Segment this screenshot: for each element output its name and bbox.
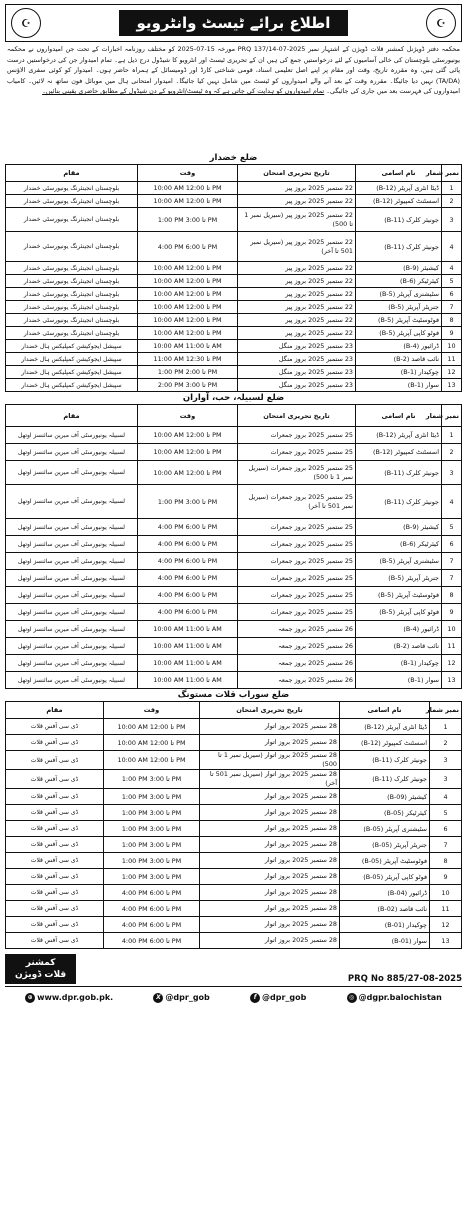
cell-time: 10:00 AM تا 12:00 PM bbox=[138, 314, 238, 327]
cell-venue: ڈی سی آفس قلات bbox=[6, 933, 104, 949]
table-row bbox=[6, 427, 462, 444]
cell-post-name: فوٹوسٹیٹ آپریٹر (B-5) bbox=[356, 587, 442, 604]
cell-time: 11:00 AM تا 12:30 PM bbox=[138, 353, 238, 366]
cell-test-date: 22 ستمبر 2025 بروز پیر (سیریل نمبر 1 تا 500) bbox=[238, 208, 356, 232]
cell-test-date: 26 ستمبر 2025 بروز جمعہ bbox=[238, 655, 356, 672]
cell-test-date: 22 ستمبر 2025 بروز پیر bbox=[238, 301, 356, 314]
cell-time: 10:00 AM تا 12:00 PM bbox=[138, 288, 238, 301]
table-row bbox=[6, 379, 462, 392]
cell-test-date: 22 ستمبر 2025 بروز پیر bbox=[238, 182, 356, 195]
cell-test-date: 23 ستمبر 2025 بروز منگل bbox=[238, 340, 356, 353]
cell-time: 4:00 PM تا 6:00 PM bbox=[104, 901, 200, 917]
table-row bbox=[6, 885, 462, 901]
cell-serial: 7 bbox=[442, 553, 462, 570]
cell-serial: 5 bbox=[430, 805, 462, 821]
signature-division: قلات ڈویژن bbox=[15, 970, 67, 980]
cell-serial: 2 bbox=[430, 735, 462, 751]
section-title-lasbela: ضلع لسبیلہ، حب، آواران bbox=[182, 393, 285, 403]
cell-time: 4:00 PM تا 6:00 PM bbox=[138, 570, 238, 587]
cell-serial: 3 bbox=[442, 208, 462, 232]
table-row bbox=[6, 837, 462, 853]
cell-serial: 3 bbox=[430, 770, 462, 789]
cell-venue: سپیشل ایجوکیشن کمپلیکس ہال خضدار bbox=[6, 366, 138, 379]
cell-post-name: جونیئر کلرک (B-11) bbox=[340, 770, 430, 789]
cell-test-date: 25 ستمبر 2025 بروز جمعرات bbox=[238, 519, 356, 536]
cell-time: 1:00 PM تا 3:00 PM bbox=[104, 805, 200, 821]
prq-number: PRQ No 885/27-08-2025 bbox=[347, 974, 462, 984]
cell-post-name: کیئرٹیکر (B-6) bbox=[356, 275, 442, 288]
cell-test-date: 23 ستمبر 2025 بروز منگل bbox=[238, 379, 356, 392]
table-row bbox=[6, 789, 462, 805]
facebook-icon: f bbox=[250, 993, 260, 1003]
cell-post-name: اسسٹنٹ کمپیوٹر (B-12) bbox=[340, 735, 430, 751]
cell-post-name: ڈرائیور (B-4) bbox=[356, 340, 442, 353]
cell-time: 10:00 AM تا 12:00 PM bbox=[138, 461, 238, 485]
cell-post-name: ڈرائیور (B-4) bbox=[356, 621, 442, 638]
signature-block bbox=[5, 954, 76, 984]
col-header-time: وقت bbox=[138, 165, 238, 182]
cell-venue: ڈی سی آفس قلات bbox=[6, 751, 104, 770]
col-header-date: تاریخ تحریری امتحان bbox=[238, 165, 356, 182]
table-row bbox=[6, 353, 462, 366]
cell-post-name: فوٹو کاپی آپریٹر (B-5) bbox=[356, 327, 442, 340]
col-header-venue: مقام bbox=[6, 702, 104, 719]
cell-time: 2:00 PM تا 3:00 PM bbox=[138, 379, 238, 392]
cell-venue: ڈی سی آفس قلات bbox=[6, 901, 104, 917]
cell-test-date: 22 ستمبر 2025 بروز پیر bbox=[238, 275, 356, 288]
cell-serial: 3 bbox=[430, 751, 462, 770]
cell-serial: 1 bbox=[442, 427, 462, 444]
cell-time: 10:00 AM تا 11:00 AM bbox=[138, 621, 238, 638]
cell-time: 1:00 PM تا 3:00 PM bbox=[104, 789, 200, 805]
cell-venue: بلوچستان انجینئرنگ یونیورسٹی خضدار bbox=[6, 232, 138, 262]
cell-post-name: سٹیشنری آپریٹر (B-5) bbox=[356, 553, 442, 570]
cell-post-name: کیشیئر (B-09) bbox=[340, 789, 430, 805]
cell-venue: لسبیلہ یونیورسٹی آف میرین سائنسز اوتھل bbox=[6, 519, 138, 536]
cell-venue: بلوچستان انجینئرنگ یونیورسٹی خضدار bbox=[6, 195, 138, 208]
col-header-no: نمبر شمار bbox=[430, 702, 462, 719]
table-row bbox=[6, 314, 462, 327]
cell-time: 10:00 AM تا 12:00 PM bbox=[138, 444, 238, 461]
cell-serial: 10 bbox=[442, 340, 462, 353]
cell-test-date: 22 ستمبر 2025 بروز پیر (سیریل نمبر 501 تا آخر) bbox=[238, 232, 356, 262]
cell-post-name: نائب قاصد (B-2) bbox=[356, 353, 442, 366]
signature-title: کمشنر bbox=[25, 958, 56, 968]
cell-test-date: 25 ستمبر 2025 بروز جمعرات bbox=[238, 604, 356, 621]
cell-serial: 7 bbox=[430, 837, 462, 853]
cell-test-date: 28 ستمبر 2025 بروز اتوار bbox=[200, 719, 340, 735]
cell-post-name: سٹیشنری آپریٹر (B-5) bbox=[356, 288, 442, 301]
cell-venue: ڈی سی آفس قلات bbox=[6, 735, 104, 751]
cell-time: 4:00 PM تا 6:00 PM bbox=[104, 933, 200, 949]
cell-time: 1:00 PM تا 3:00 PM bbox=[104, 869, 200, 885]
cell-test-date: 28 ستمبر 2025 بروز اتوار bbox=[200, 735, 340, 751]
col-header-date: تاریخ تحریری امتحان bbox=[200, 702, 340, 719]
cell-serial: 2 bbox=[442, 195, 462, 208]
cell-time: 1:00 PM تا 2:00 PM bbox=[138, 366, 238, 379]
cell-venue: ڈی سی آفس قلات bbox=[6, 789, 104, 805]
cell-serial: 1 bbox=[430, 719, 462, 735]
cell-test-date: 25 ستمبر 2025 بروز جمعرات (سیریل نمبر 1 تا 500) bbox=[238, 461, 356, 485]
cell-venue: ڈی سی آفس قلات bbox=[6, 869, 104, 885]
cell-test-date: 28 ستمبر 2025 بروز اتوار bbox=[200, 789, 340, 805]
table-row bbox=[6, 327, 462, 340]
cell-serial: 10 bbox=[442, 621, 462, 638]
table-row bbox=[6, 672, 462, 689]
cell-venue: لسبیلہ یونیورسٹی آف میرین سائنسز اوتھل bbox=[6, 638, 138, 655]
cell-post-name: کیشیئر (B-9) bbox=[356, 519, 442, 536]
social-links bbox=[5, 986, 462, 1008]
cell-test-date: 23 ستمبر 2025 بروز منگل bbox=[238, 353, 356, 366]
globe-icon: ⊕ bbox=[25, 993, 35, 1003]
table-row bbox=[6, 366, 462, 379]
table-row bbox=[6, 262, 462, 275]
table-row bbox=[6, 587, 462, 604]
cell-serial: 8 bbox=[430, 853, 462, 869]
cell-serial: 6 bbox=[442, 536, 462, 553]
cell-test-date: 22 ستمبر 2025 بروز پیر bbox=[238, 314, 356, 327]
cell-serial: 2 bbox=[442, 444, 462, 461]
table-row bbox=[6, 340, 462, 353]
cell-venue: لسبیلہ یونیورسٹی آف میرین سائنسز اوتھل bbox=[6, 570, 138, 587]
table-row bbox=[6, 621, 462, 638]
cell-time: 4:00 PM تا 6:00 PM bbox=[104, 885, 200, 901]
col-header-name: نام اسامی bbox=[356, 405, 442, 427]
table-row bbox=[6, 536, 462, 553]
table-row bbox=[6, 821, 462, 837]
table-row bbox=[6, 719, 462, 735]
col-header-name: نام اسامی bbox=[340, 702, 430, 719]
cell-venue: سپیشل ایجوکیشن کمپلیکس ہال خضدار bbox=[6, 340, 138, 353]
cell-test-date: 25 ستمبر 2025 بروز جمعرات bbox=[238, 536, 356, 553]
cell-time: 10:00 AM تا 12:00 PM bbox=[138, 427, 238, 444]
table-row bbox=[6, 638, 462, 655]
cell-post-name: سوار (B-01) bbox=[340, 933, 430, 949]
cell-time: 10:00 AM تا 11:00 AM bbox=[138, 638, 238, 655]
cell-serial: 12 bbox=[430, 917, 462, 933]
cell-venue: لسبیلہ یونیورسٹی آف میرین سائنسز اوتھل bbox=[6, 672, 138, 689]
cell-time: 10:00 AM تا 12:00 PM bbox=[138, 327, 238, 340]
cell-venue: ڈی سی آفس قلات bbox=[6, 805, 104, 821]
table-row bbox=[6, 570, 462, 587]
table-row bbox=[6, 604, 462, 621]
table-row bbox=[6, 208, 462, 232]
cell-post-name: جونیئر کلرک (B-11) bbox=[356, 461, 442, 485]
footer-strip bbox=[5, 952, 462, 984]
cell-venue: لسبیلہ یونیورسٹی آف میرین سائنسز اوتھل bbox=[6, 655, 138, 672]
cell-venue: بلوچستان انجینئرنگ یونیورسٹی خضدار bbox=[6, 327, 138, 340]
cell-time: 10:00 AM تا 12:00 PM bbox=[104, 735, 200, 751]
cell-serial: 9 bbox=[430, 869, 462, 885]
cell-test-date: 25 ستمبر 2025 بروز جمعرات bbox=[238, 570, 356, 587]
cell-time: 1:00 PM تا 3:00 PM bbox=[104, 770, 200, 789]
cell-time: 10:00 AM تا 12:00 PM bbox=[138, 262, 238, 275]
cell-post-name: سوار (B-1) bbox=[356, 379, 442, 392]
table-row bbox=[6, 288, 462, 301]
cell-time: 10:00 AM تا 11:00 AM bbox=[138, 340, 238, 353]
col-header-time: وقت bbox=[138, 405, 238, 427]
cell-test-date: 25 ستمبر 2025 بروز جمعرات bbox=[238, 427, 356, 444]
cell-post-name: فوٹو کاپی آپریٹر (B-05) bbox=[340, 869, 430, 885]
col-header-date: تاریخ تحریری امتحان bbox=[238, 405, 356, 427]
col-header-no: نمبر شمار bbox=[442, 405, 462, 427]
section-title-khuzdar: ضلع خضدار bbox=[209, 153, 258, 163]
cell-serial: 6 bbox=[430, 821, 462, 837]
cell-test-date: 28 ستمبر 2025 بروز اتوار bbox=[200, 869, 340, 885]
cell-time: 10:00 AM تا 11:00 AM bbox=[138, 655, 238, 672]
cell-venue: بلوچستان انجینئرنگ یونیورسٹی خضدار bbox=[6, 301, 138, 314]
cell-time: 10:00 AM تا 12:00 PM bbox=[104, 751, 200, 770]
cell-test-date: 28 ستمبر 2025 بروز اتوار bbox=[200, 885, 340, 901]
intro-paragraph: مقررہ وقت کے بعد آنے والے امیدواروں کو ٹیسٹ میں شامل نہیں کیا جائیگا۔ امیدوار امتحانی ہال میں موبائل فون ساتھ نہ لائیں۔ کامیاب امیدواروں کی فہرست بعد میں جاری کی جائیگی۔ bbox=[7, 76, 460, 96]
cell-serial: 7 bbox=[442, 301, 462, 314]
cell-venue: لسبیلہ یونیورسٹی آف میرین سائنسز اوتھل bbox=[6, 461, 138, 485]
cell-serial: 8 bbox=[442, 587, 462, 604]
cell-post-name: نائب قاصد (B-2) bbox=[356, 638, 442, 655]
cell-time: 1:00 PM تا 3:00 PM bbox=[104, 821, 200, 837]
intro-paragraph: محکمہ دفتر ڈویژنل کمشنر قلات ڈویژن کے اشتہار نمبر PRQ 137/14-07-2025 مورخہ 15-07-2025 کو مختلف روزنامہ اخبارات کے تحت جن امیدواروں نے محکمہ یونیورسٹی بلوچستان کی خالی آسامیوں کے لئے درخواستیں جمع کی ہیں ان کے تحریری ٹیسٹ اور انٹرویو کا شیڈول درج ذیل ہے۔ bbox=[7, 45, 460, 64]
cell-time: 4:00 PM تا 6:00 PM bbox=[138, 553, 238, 570]
col-header-venue: مقام bbox=[6, 165, 138, 182]
cell-test-date: 28 ستمبر 2025 بروز اتوار bbox=[200, 933, 340, 949]
cell-test-date: 22 ستمبر 2025 بروز پیر bbox=[238, 262, 356, 275]
cell-serial: 13 bbox=[442, 379, 462, 392]
cell-venue: ڈی سی آفس قلات bbox=[6, 770, 104, 789]
table-row bbox=[6, 751, 462, 770]
table-row bbox=[6, 275, 462, 288]
cell-post-name: ڈرائیور (B-04) bbox=[340, 885, 430, 901]
table-row bbox=[6, 301, 462, 314]
government-logo-icon: ☪ bbox=[11, 8, 41, 38]
cell-test-date: 26 ستمبر 2025 بروز جمعہ bbox=[238, 621, 356, 638]
schedule-table-khuzdar bbox=[5, 164, 462, 392]
table-row bbox=[6, 933, 462, 949]
ad-header bbox=[5, 4, 462, 42]
cell-test-date: 23 ستمبر 2025 بروز منگل bbox=[238, 366, 356, 379]
cell-venue: ڈی سی آفس قلات bbox=[6, 853, 104, 869]
cell-venue: لسبیلہ یونیورسٹی آف میرین سائنسز اوتھل bbox=[6, 485, 138, 519]
cell-venue: لسبیلہ یونیورسٹی آف میرین سائنسز اوتھل bbox=[6, 536, 138, 553]
cell-time: 10:00 AM تا 12:00 PM bbox=[138, 275, 238, 288]
table-row bbox=[6, 735, 462, 751]
cell-post-name: کیئرٹیکر (B-05) bbox=[340, 805, 430, 821]
table-row bbox=[6, 770, 462, 789]
cell-test-date: 28 ستمبر 2025 بروز اتوار bbox=[200, 805, 340, 821]
table-row bbox=[6, 553, 462, 570]
cell-post-name: کیئرٹیکر (B-6) bbox=[356, 536, 442, 553]
cell-venue: بلوچستان انجینئرنگ یونیورسٹی خضدار bbox=[6, 262, 138, 275]
cell-post-name: نائب قاصد (B-02) bbox=[340, 901, 430, 917]
table-row bbox=[6, 901, 462, 917]
table-row bbox=[6, 869, 462, 885]
cell-post-name: جنریٹر آپریٹر (B-05) bbox=[340, 837, 430, 853]
cell-venue: ڈی سی آفس قلات bbox=[6, 885, 104, 901]
cell-serial: 3 bbox=[442, 461, 462, 485]
cell-venue: لسبیلہ یونیورسٹی آف میرین سائنسز اوتھل bbox=[6, 621, 138, 638]
cell-test-date: 26 ستمبر 2025 بروز جمعہ bbox=[238, 638, 356, 655]
cell-test-date: 25 ستمبر 2025 بروز جمعرات bbox=[238, 587, 356, 604]
table-row bbox=[6, 519, 462, 536]
cell-post-name: ڈیٹا انٹری آپریٹر (B-12) bbox=[356, 427, 442, 444]
cell-serial: 9 bbox=[442, 604, 462, 621]
cell-serial: 5 bbox=[442, 275, 462, 288]
x-twitter-icon: X bbox=[153, 993, 163, 1003]
cell-test-date: 25 ستمبر 2025 بروز جمعرات bbox=[238, 444, 356, 461]
intro-text bbox=[5, 42, 462, 152]
cell-serial: 12 bbox=[442, 655, 462, 672]
cell-post-name: ڈیٹا انٹری آپریٹر (B-12) bbox=[340, 719, 430, 735]
table-row bbox=[6, 232, 462, 262]
cell-post-name: جنریٹر آپریٹر (B-5) bbox=[356, 570, 442, 587]
cell-serial: 4 bbox=[430, 789, 462, 805]
table-row bbox=[6, 444, 462, 461]
cell-post-name: اسسٹنٹ کمپیوٹر (B-12) bbox=[356, 444, 442, 461]
social-link[interactable]: ◎ @dgpr.balochistan bbox=[347, 993, 442, 1003]
cell-serial: 11 bbox=[442, 638, 462, 655]
instagram-icon: ◎ bbox=[347, 993, 357, 1003]
cell-venue: بلوچستان انجینئرنگ یونیورسٹی خضدار bbox=[6, 288, 138, 301]
cell-post-name: فوٹوسٹیٹ آپریٹر (B-05) bbox=[340, 853, 430, 869]
cell-post-name: چوکیدار (B-1) bbox=[356, 366, 442, 379]
cell-venue: لسبیلہ یونیورسٹی آف میرین سائنسز اوتھل bbox=[6, 553, 138, 570]
cell-post-name: جونیئر کلرک (B-11) bbox=[356, 485, 442, 519]
col-header-no: نمبر شمار bbox=[442, 165, 462, 182]
cell-post-name: چوکیدار (B-1) bbox=[356, 655, 442, 672]
social-link[interactable]: ⊕ www.dpr.gob.pk. bbox=[25, 993, 113, 1003]
intro-paragraph: تمام امیدوار جن کی درخواستیں درست پائی گئی ہیں، وہ مقررہ تاریخ، وقت اور مقام پر اپنے اصل تعلیمی اسناد، قومی شناختی کارڈ اور ڈومیسائل کے ہمراہ حاضر ہوں۔ امیدوار کو کوئی سفری الاؤنس (TA/DA) نہیں دیا جائیگا۔ bbox=[7, 55, 460, 85]
cell-venue: بلوچستان انجینئرنگ یونیورسٹی خضدار bbox=[6, 275, 138, 288]
table-row bbox=[6, 805, 462, 821]
table-row bbox=[6, 853, 462, 869]
col-header-time: وقت bbox=[104, 702, 200, 719]
intro-paragraph: تمام امیدواروں کو ہدایت کی جاتی ہے کہ وہ ٹیسٹ/انٹرویو کے دن شیڈول کے مطابق حاضری یقینی بنائیں۔ bbox=[42, 87, 325, 96]
col-header-name: نام اسامی bbox=[356, 165, 442, 182]
cell-venue: بلوچستان انجینئرنگ یونیورسٹی خضدار bbox=[6, 208, 138, 232]
table-row bbox=[6, 485, 462, 519]
cell-test-date: 22 ستمبر 2025 بروز پیر bbox=[238, 195, 356, 208]
cell-time: 10:00 AM تا 12:00 PM bbox=[138, 182, 238, 195]
cell-time: 1:00 PM تا 3:00 PM bbox=[104, 853, 200, 869]
cell-serial: 1 bbox=[442, 182, 462, 195]
cell-test-date: 28 ستمبر 2025 بروز اتوار bbox=[200, 837, 340, 853]
cell-time: 4:00 PM تا 6:00 PM bbox=[138, 536, 238, 553]
cell-time: 10:00 AM تا 11:00 AM bbox=[138, 672, 238, 689]
cell-venue: سپیشل ایجوکیشن کمپلیکس ہال خضدار bbox=[6, 353, 138, 366]
cell-venue: ڈی سی آفس قلات bbox=[6, 821, 104, 837]
cell-venue: سپیشل ایجوکیشن کمپلیکس ہال خضدار bbox=[6, 379, 138, 392]
cell-time: 1:00 PM تا 3:00 PM bbox=[104, 837, 200, 853]
table-row bbox=[6, 461, 462, 485]
cell-serial: 13 bbox=[430, 933, 462, 949]
cell-serial: 11 bbox=[442, 353, 462, 366]
cell-venue: لسبیلہ یونیورسٹی آف میرین سائنسز اوتھل bbox=[6, 604, 138, 621]
schedule-table-kalat bbox=[5, 701, 462, 949]
cell-test-date: 28 ستمبر 2025 بروز اتوار bbox=[200, 853, 340, 869]
cell-test-date: 28 ستمبر 2025 بروز اتوار bbox=[200, 821, 340, 837]
table-row bbox=[6, 655, 462, 672]
cell-serial: 6 bbox=[442, 288, 462, 301]
cell-serial: 5 bbox=[442, 519, 462, 536]
cell-venue: لسبیلہ یونیورسٹی آف میرین سائنسز اوتھل bbox=[6, 444, 138, 461]
cell-test-date: 26 ستمبر 2025 بروز جمعہ bbox=[238, 672, 356, 689]
cell-time: 10:00 AM تا 12:00 PM bbox=[138, 195, 238, 208]
cell-time: 10:00 AM تا 12:00 PM bbox=[104, 719, 200, 735]
ad-title: اطلاع برائے ٹیسٹ وانٹرویو bbox=[119, 10, 349, 36]
cell-post-name: اسسٹنٹ کمپیوٹر (B-12) bbox=[356, 195, 442, 208]
cell-venue: بلوچستان انجینئرنگ یونیورسٹی خضدار bbox=[6, 182, 138, 195]
table-row bbox=[6, 917, 462, 933]
cell-serial: 7 bbox=[442, 570, 462, 587]
cell-post-name: کیشیئر (B-9) bbox=[356, 262, 442, 275]
cell-post-name: فوٹو کاپی آپریٹر (B-5) bbox=[356, 604, 442, 621]
cell-venue: لسبیلہ یونیورسٹی آف میرین سائنسز اوتھل bbox=[6, 427, 138, 444]
table-row bbox=[6, 182, 462, 195]
col-header-venue: مقام bbox=[6, 405, 138, 427]
cell-post-name: سوار (B-1) bbox=[356, 672, 442, 689]
cell-test-date: 25 ستمبر 2025 بروز جمعرات (سیریل نمبر 501 تا آخر) bbox=[238, 485, 356, 519]
cell-venue: ڈی سی آفس قلات bbox=[6, 837, 104, 853]
cell-post-name: ڈیٹا انٹری آپریٹر (B-12) bbox=[356, 182, 442, 195]
cell-venue: لسبیلہ یونیورسٹی آف میرین سائنسز اوتھل bbox=[6, 587, 138, 604]
cell-time: 10:00 AM تا 12:00 PM bbox=[138, 301, 238, 314]
cell-test-date: 28 ستمبر 2025 بروز اتوار (سیریل نمبر 501 تا آخر) bbox=[200, 770, 340, 789]
cell-serial: 12 bbox=[442, 366, 462, 379]
cell-post-name: جونیئر کلرک (B-11) bbox=[356, 208, 442, 232]
cell-serial: 11 bbox=[430, 901, 462, 917]
cell-serial: 4 bbox=[442, 232, 462, 262]
cell-venue: ڈی سی آفس قلات bbox=[6, 917, 104, 933]
cell-time: 1:00 PM تا 3:00 PM bbox=[138, 485, 238, 519]
cell-post-name: چوکیدار (B-01) bbox=[340, 917, 430, 933]
cell-test-date: 28 ستمبر 2025 بروز اتوار (سیریل نمبر 1 تا 500) bbox=[200, 751, 340, 770]
cell-time: 4:00 PM تا 6:00 PM bbox=[138, 604, 238, 621]
cell-time: 4:00 PM تا 6:00 PM bbox=[104, 917, 200, 933]
cell-venue: بلوچستان انجینئرنگ یونیورسٹی خضدار bbox=[6, 314, 138, 327]
cell-time: 1:00 PM تا 3:00 PM bbox=[138, 208, 238, 232]
cell-serial: 13 bbox=[442, 672, 462, 689]
cell-test-date: 22 ستمبر 2025 بروز پیر bbox=[238, 327, 356, 340]
cell-post-name: جونیئر کلرک (B-11) bbox=[356, 232, 442, 262]
cell-post-name: سٹیشنری آپریٹر (B-05) bbox=[340, 821, 430, 837]
cell-serial: 4 bbox=[442, 262, 462, 275]
schedule-table-lasbela bbox=[5, 404, 462, 689]
section-title-surab-kalat: ضلع سوراب قلات مستونگ bbox=[177, 690, 290, 700]
cell-test-date: 25 ستمبر 2025 بروز جمعرات bbox=[238, 553, 356, 570]
cell-post-name: جونیئر کلرک (B-11) bbox=[340, 751, 430, 770]
cell-serial: 8 bbox=[442, 314, 462, 327]
table-row bbox=[6, 195, 462, 208]
cell-test-date: 28 ستمبر 2025 بروز اتوار bbox=[200, 917, 340, 933]
cell-post-name: جنریٹر آپریٹر (B-5) bbox=[356, 301, 442, 314]
cell-test-date: 28 ستمبر 2025 بروز اتوار bbox=[200, 901, 340, 917]
government-logo-icon: ☪ bbox=[426, 8, 456, 38]
cell-serial: 9 bbox=[442, 327, 462, 340]
cell-post-name: فوٹوسٹیٹ آپریٹر (B-5) bbox=[356, 314, 442, 327]
cell-serial: 10 bbox=[430, 885, 462, 901]
cell-time: 4:00 PM تا 6:00 PM bbox=[138, 519, 238, 536]
social-link[interactable]: X @dpr_gob bbox=[153, 993, 209, 1003]
social-link[interactable]: f @dpr_gob bbox=[250, 993, 306, 1003]
cell-time: 4:00 PM تا 6:00 PM bbox=[138, 232, 238, 262]
cell-test-date: 22 ستمبر 2025 بروز پیر bbox=[238, 288, 356, 301]
cell-venue: ڈی سی آفس قلات bbox=[6, 719, 104, 735]
cell-serial: 4 bbox=[442, 485, 462, 519]
cell-time: 4:00 PM تا 6:00 PM bbox=[138, 587, 238, 604]
